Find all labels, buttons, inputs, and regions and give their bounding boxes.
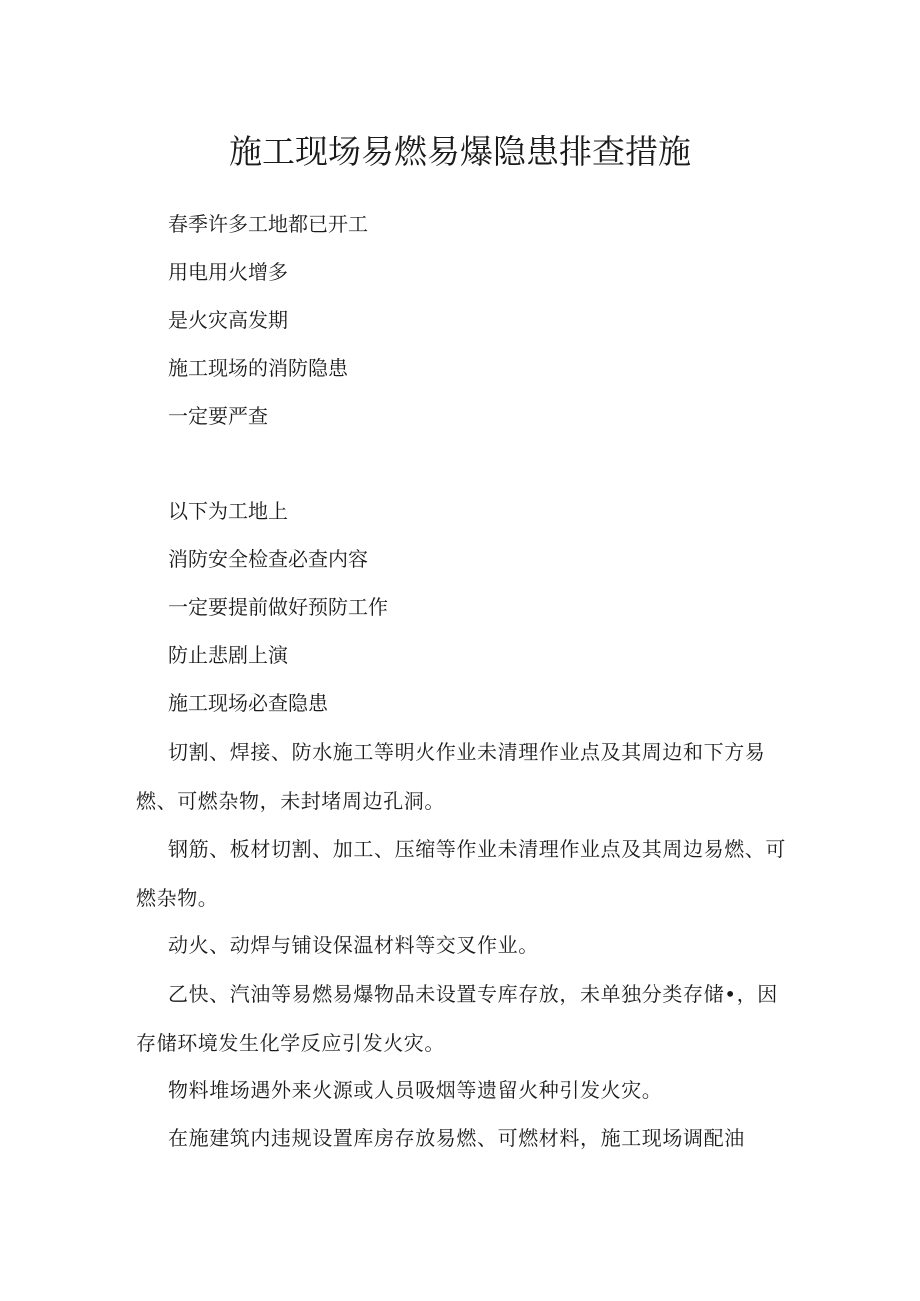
lead-line-1: 以下为工地上: [168, 499, 288, 523]
lead-line-4: 防止悲剧上演: [168, 643, 288, 667]
hazard-paragraph-4: 乙快、汽油等易燃易爆物品未设置专库存放，未单独分类存储•，因存储环境发生化学反应引发火灾。: [136, 982, 778, 1055]
lead-line-5: 施工现场必查隐患: [168, 691, 328, 715]
hazard-paragraph-5: 物料堆场遇外来火源或人员吸烟等遗留火种引发火灾。: [168, 1078, 663, 1102]
hazard-paragraph-6: 在施建筑内违规设置库房存放易燃、可燃材料，施工现场调配油: [168, 1126, 745, 1150]
hazard-paragraph-1: 切割、焊接、防水施工等明火作业未清理作业点及其周边和下方易燃、可燃杂物，未封堵周边孔洞。: [136, 740, 766, 813]
intro-line-1: 春季许多工地都已开工: [168, 212, 368, 236]
intro-line-5: 一定要严查: [168, 404, 268, 428]
hazard-paragraph-3: 动火、动焊与铺设保温材料等交叉作业。: [168, 933, 539, 957]
intro-line-2: 用电用火增多: [168, 260, 288, 284]
document-title: 施工现场易燃易爆隐患排查措施: [229, 132, 691, 171]
hazard-paragraph-2: 钢筋、板材切割、加工、压缩等作业未清理作业点及其周边易燃、可燃杂物。: [136, 837, 786, 910]
intro-line-3: 是火灾高发期: [168, 308, 288, 332]
lead-line-3: 一定要提前做好预防工作: [168, 595, 388, 619]
lead-line-2: 消防安全检查必查内容: [168, 547, 368, 571]
intro-line-4: 施工现场的消防隐患: [168, 356, 348, 380]
